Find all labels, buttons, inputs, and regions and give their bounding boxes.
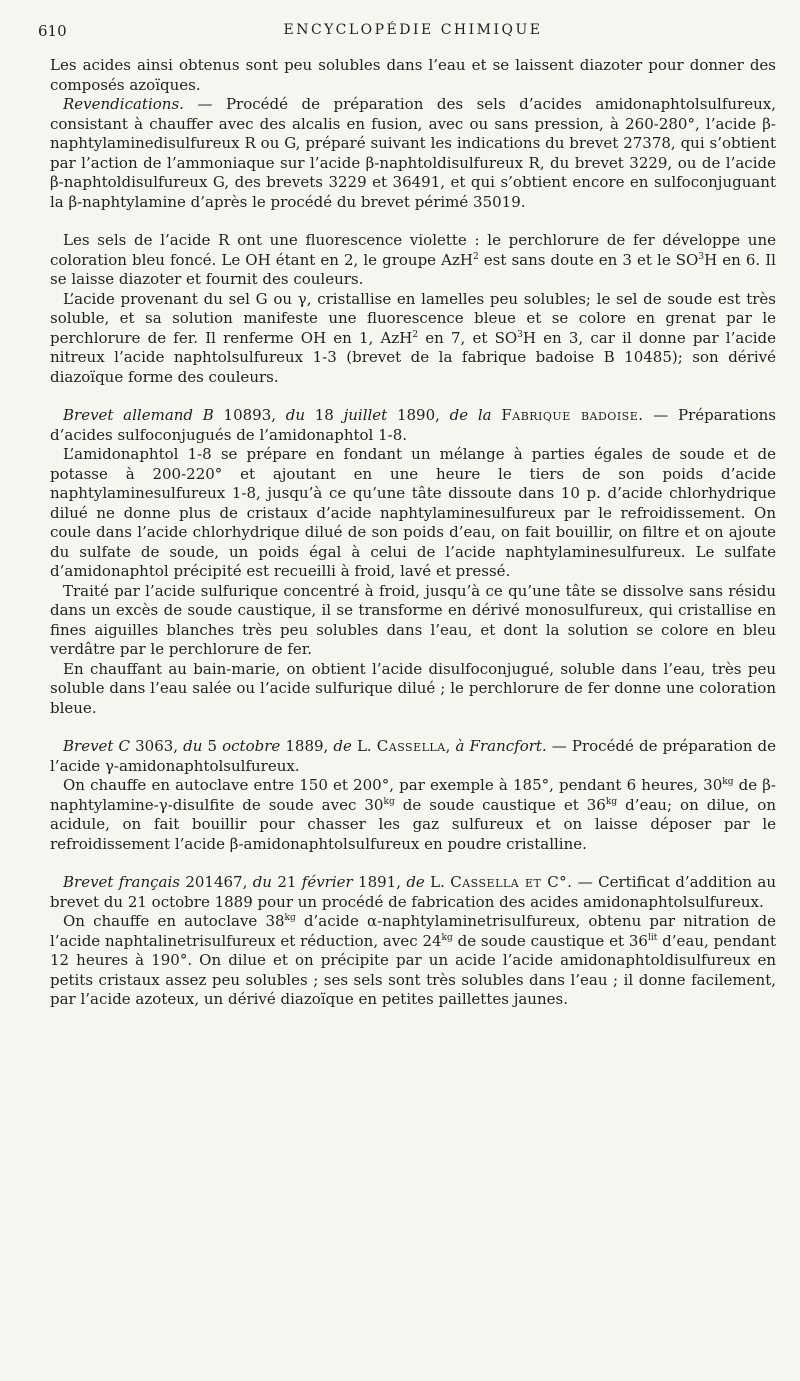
- paragraph-brevet-allemand: Brevet allemand B 10893, du 18 juillet 1890, de la Fabrique badoise. — Préparations d’acides sulfoconjugués de l’amidonaphtol 1-8.: [50, 406, 776, 444]
- paragraph-amidonaphtol-preparation: L’amidonaphtol 1-8 se prépare en fondant un mélange à parties égales de soude et de potasse à 200-220° et ajoutant en une heure le tiers de son poids d’acide naphtylaminesulfureux 1-8, jusqu’à ce qu’une tâte dissoute dans 10 p. d’acide chlorhydrique dilué ne donne plus de cristaux d’acide naphtylaminesulfureux par le refroidissement. On coule dans l’acide chlorhydrique dilué de son poids d’eau, on fait bouillir, on filtre et on ajoute du sulfate de soude, un poids égal à celui de l’acide naphtylaminesulfureux. Le sulfate d’amidonaphtol précipité est recueilli à froid, lavé et pressé.: [50, 445, 776, 580]
- paragraph-brevet-francais: Brevet français 201467, du 21 février 1891, de L. Cassella et C°. — Certificat d’addition au brevet du 21 octobre 1889 pour un procédé de fabrication des acides amidonaphtolsulfureux.: [50, 873, 777, 911]
- paragraph-brevet-c: Brevet C 3063, du 5 octobre 1889, de L. Cassella, à Francfort. — Procédé de préparation de l’acide γ-amidonaphtolsulfureux.: [50, 737, 776, 775]
- paragraph-sulfuric-treatment: Traité par l’acide sulfurique concentré à froid, jusqu’à ce qu’une tâte se dissolve sans résidu dans un excès de soude caustique, il se transforme en dérivé monosulfureux, qui cristallise en fines aiguilles blanches très peu solubles dans l’eau, et dont la solution se colore en bleu verdâtre par le perchlorure de fer.: [50, 581, 776, 658]
- paragraph-bain-marie: En chauffant au bain-marie, on obtient l’acide disulfoconjugué, soluble dans l’eau, très peu soluble dans l’eau salée ou l’acide sulfurique dilué ; le perchlorure de fer donne une coloration bleue.: [50, 659, 776, 717]
- paragraph-azo-compounds: Les acides ainsi obtenus sont peu solubles dans l’eau et se laissent diazoter pour donner des composés azoïques.: [50, 56, 776, 94]
- paragraph-revendications: Revendications. — Procédé de préparation des sels d’acides amidonaphtolsulfureux, consistant à chauffer avec des alcalis en fusion, avec ou sans pression, à 260-280°, l’acide β-naphtylaminedisulfureux R ou G, préparé suivant les indications du brevet 27378, qui s’obtient par l’action de l’ammoniaque sur l’acide β-naphtoldisulfureux R, du brevet 3229, ou de l’acide β-naphtoldisulfureux G, des brevets 3229 et 36491, et qui s’obtient encore en sulfoconjuguant la β-naphtylamine d’après le procédé du brevet périmé 35019.: [50, 95, 776, 211]
- paragraph-autoclave-1: On chauffe en autoclave entre 150 et 200°, par exemple à 185°, pendant 6 heures, $30^{kg}$ de β-naphtylamine-γ-disulfite de soude avec $30^{kg}$ de soude caustique et $36^{kg}$ d’eau; on dilue, on acidule, on fait bouillir pour chasser les gaz sulfureux et on laisse déposer par le refroidissement l’acide β-amidonaphtolsulfureux en poudre cristalline.: [50, 776, 776, 853]
- running-title: ENCYCLOPÉDIE CHIMIQUE: [283, 22, 543, 38]
- paragraph-autoclave-2: On chauffe en autoclave $38^{kg}$ d’acide α-naphtylaminetrisulfureux, obtenu par nitration de l’acide naphtalinetrisulfureux et réduction, avec $24^{kg}$ de soude caustique et $36^{lit}$ d’eau, pendant 12 heures à 190°. On dilue et on précipite par un acide l’acide amidonaphtoldisulfureux en petits cristaux assez peu solubles ; ses sels sont très solubles dans l’eau ; il donne facilement, par l’acide azoteux, un dérivé diazoïque en petites paillettes jaunes.: [50, 912, 776, 1008]
- body-text: [50, 56, 776, 1010]
- page-number: 610: [38, 22, 67, 40]
- running-header: [38, 20, 776, 48]
- paragraph-acid-r-salts: Les sels de l’acide R ont une fluorescence violette : le perchlorure de fer développe une coloration bleu foncé. Le OH étant en 2, le groupe AzH$^2$ est sans doute en 3 et le $SO^3H$ en 6. Il se laisse diazoter et fournit des couleurs.: [50, 231, 776, 288]
- paragraph-acid-g-salt: L’acide provenant du sel G ou γ, cristallise en lamelles peu solubles; le sel de soude est très soluble, et sa solution manifeste une fluorescence bleue et se colore en grenat par le perchlorure de fer. Il renferme OH en 1, AzH$^2$ en 7, et $SO^3H$ en 3, car il donne par l’acide nitreux l’acide naphtolsulfureux 1-3 (brevet de la fabrique badoise B 10485); son dérivé diazoïque forme des couleurs.: [50, 289, 776, 386]
